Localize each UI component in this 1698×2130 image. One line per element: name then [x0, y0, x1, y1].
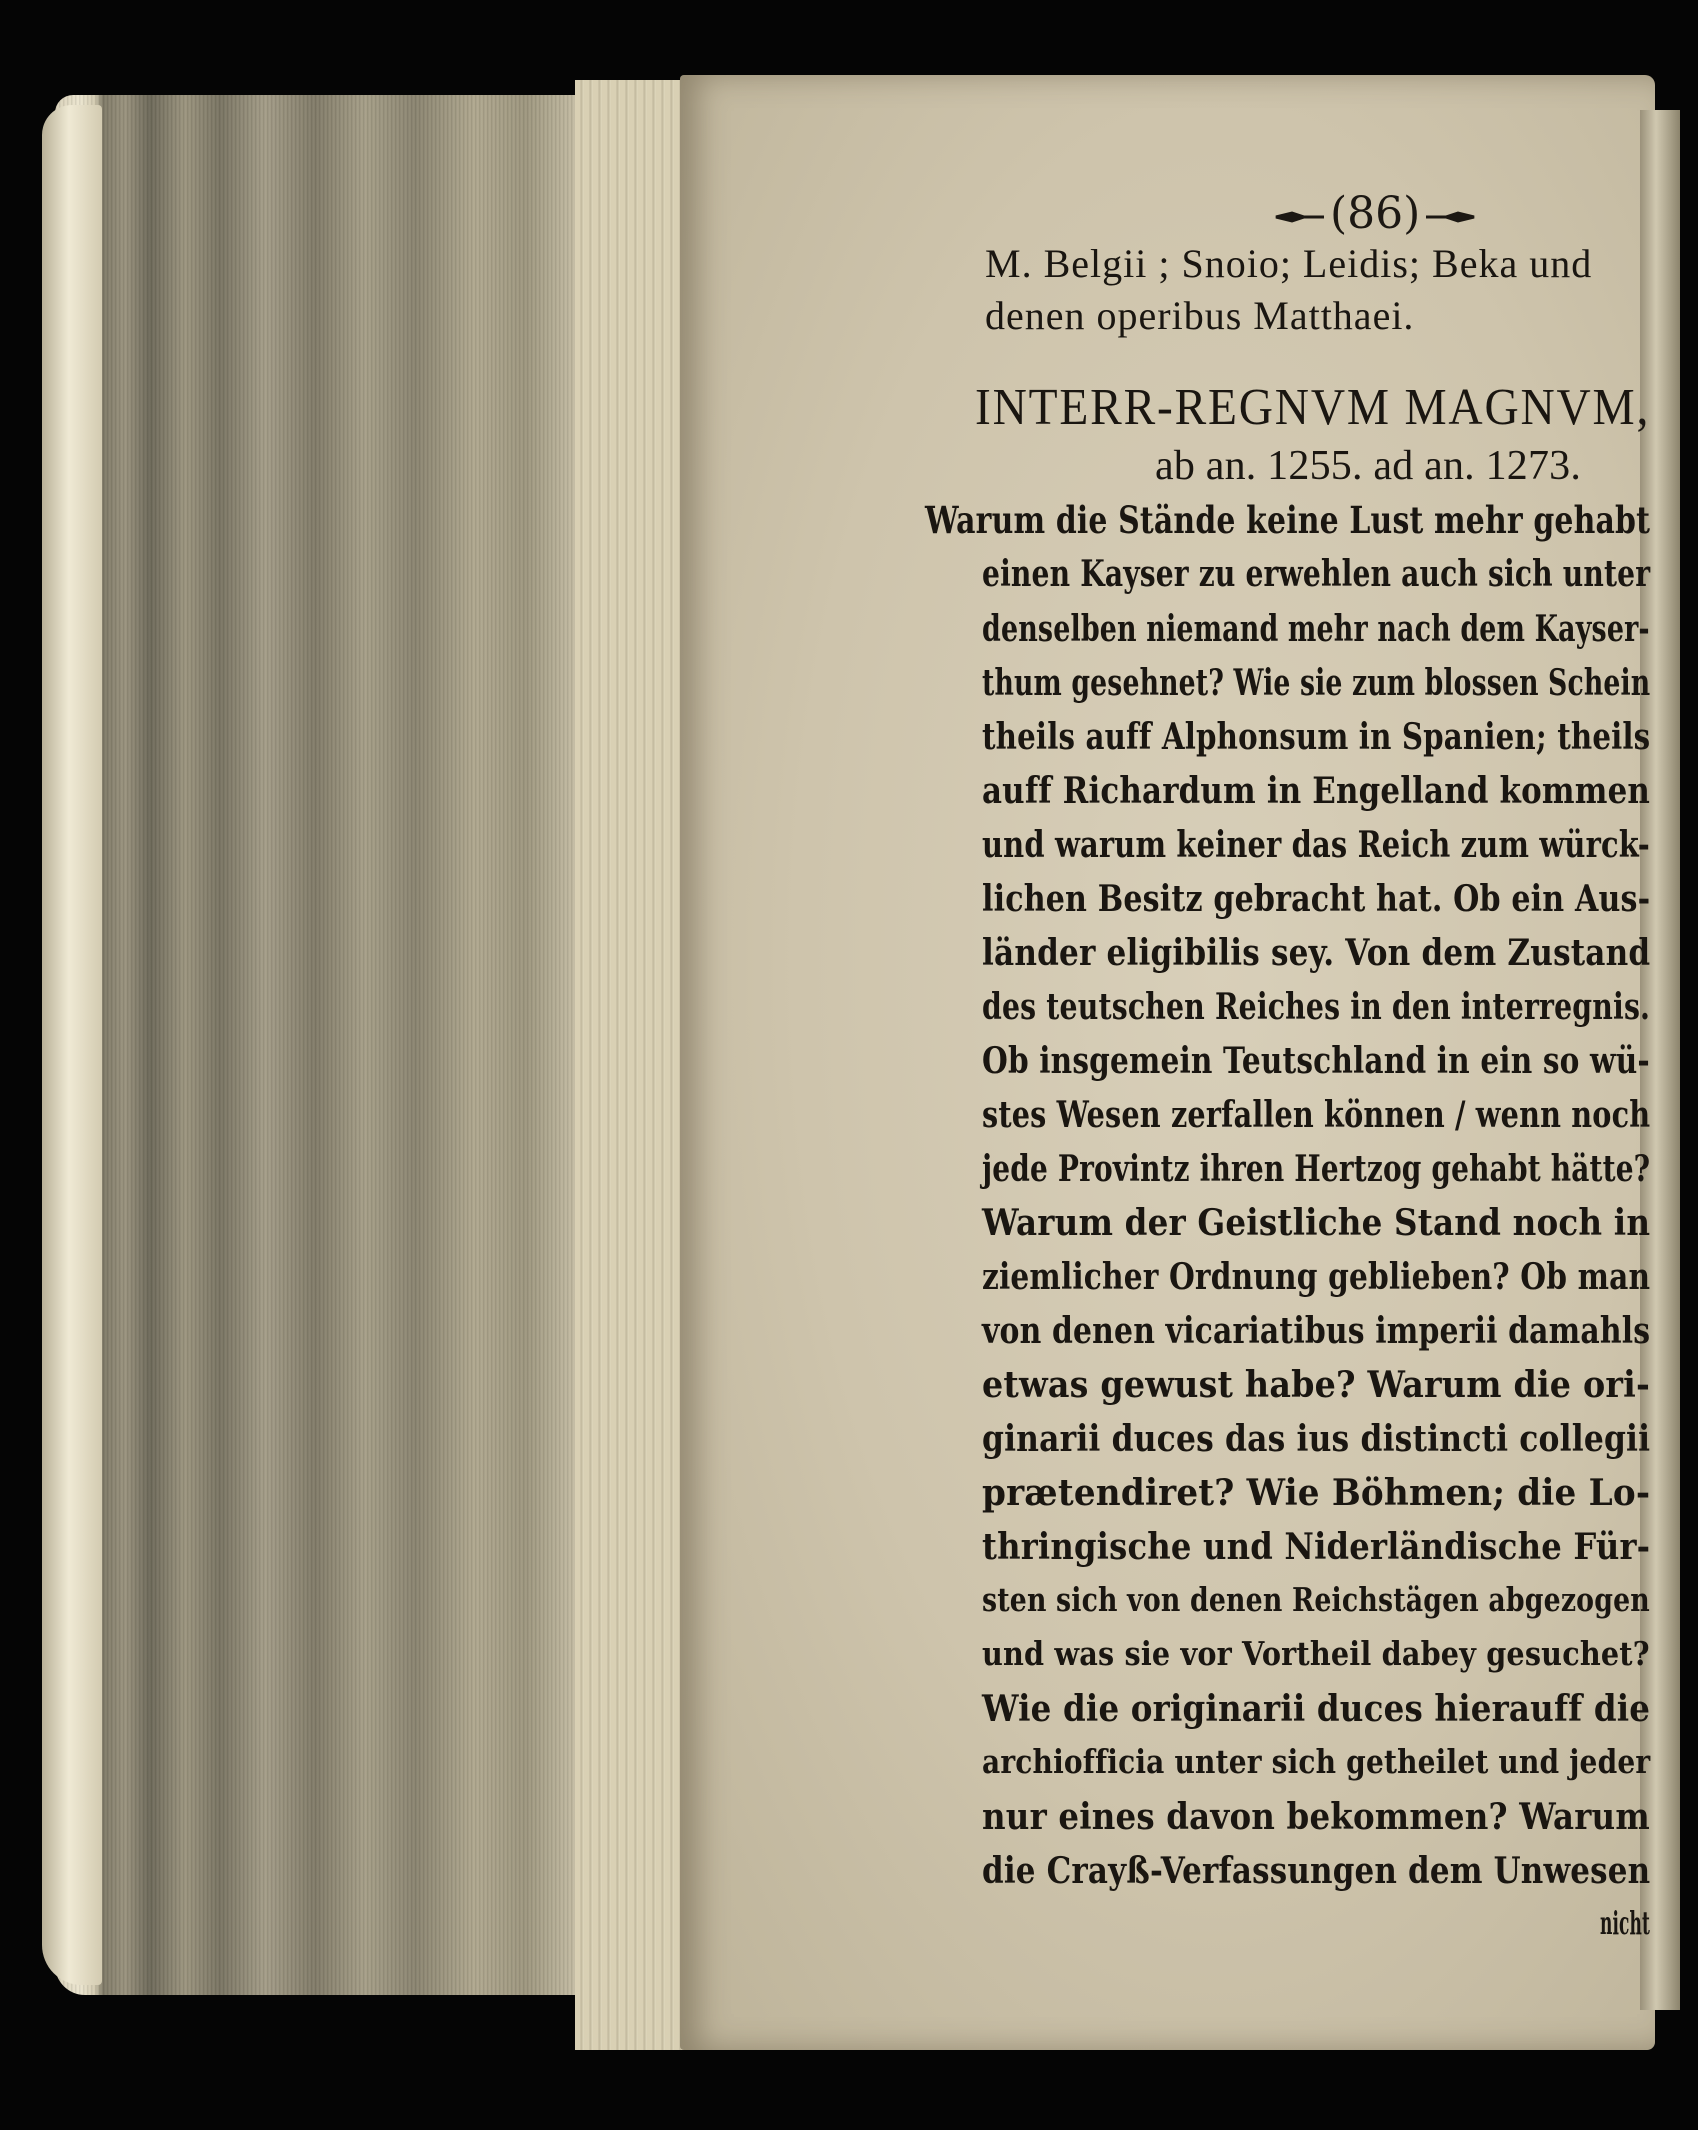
- page-number: [1270, 188, 1480, 239]
- left-ornament-icon: [1274, 210, 1326, 224]
- text-line-p3: denselben niemand mehr nach dem Kayser-: [982, 608, 1650, 650]
- text-line-p18: ginarii duces das ius distincti collegii: [982, 1418, 1651, 1460]
- right-ornament-icon: [1424, 210, 1476, 224]
- text-line-p17: etwas gewust habe? Warum die ori-: [982, 1364, 1651, 1406]
- text-line-p20: thringische und Niderländische Für-: [982, 1526, 1651, 1568]
- text-line-1: M. Belgii ; Snoio; Leidis; Beka und: [985, 241, 1593, 286]
- catchword: nicht: [1600, 1904, 1650, 1942]
- text-line-p4: thum gesehnet? Wie sie zum blossen Schein: [982, 662, 1651, 704]
- text-line-p16: von denen vicariatibus imperii damahls: [982, 1310, 1651, 1352]
- text-line-p9: länder eligibilis sey. Von dem Zustand: [982, 932, 1651, 974]
- text-line-p25: nur eines davon bekommen? Warum: [982, 1796, 1650, 1838]
- text-line-p21: sten sich von denen Reichstägen abgezogen: [982, 1580, 1650, 1619]
- text-line-p11: Ob insgemein Teutschland in ein so wü-: [982, 1040, 1650, 1082]
- text-line-p19: prætendiret? Wie Böhmen; die Lo-: [982, 1472, 1651, 1514]
- section-subheading: ab an. 1255. ad an. 1273.: [1155, 443, 1582, 489]
- text-line-p15: ziemlicher Ordnung geblieben? Ob man: [982, 1256, 1651, 1298]
- text-line-p24: archiofficia unter sich getheilet und jeder: [982, 1742, 1651, 1781]
- text-line-p7: und warum keiner das Reich zum würck-: [982, 824, 1650, 866]
- text-line-p2: einen Kayser zu erwehlen auch sich unter: [982, 553, 1651, 595]
- text-line-p1: Warum die Stände keine Lust mehr gehabt: [925, 498, 1651, 542]
- text-line-p13: jede Provintz ihren Hertzog gehabt hätte?: [982, 1148, 1651, 1190]
- page-number-text: (86): [1330, 188, 1421, 239]
- text-line-p12: stes Wesen zerfallen können / wenn noch: [982, 1094, 1651, 1136]
- text-line-p26: die Crayß-Verfassungen dem Unwesen: [982, 1850, 1651, 1892]
- text-line-2: denen operibus Matthaei.: [985, 293, 1415, 338]
- text-line-p8: lichen Besitz gebracht hat. Ob ein Aus-: [982, 878, 1651, 920]
- text-line-p10: des teutschen Reiches in den interregnis.: [982, 986, 1651, 1028]
- text-line-p6: auff Richardum in Engelland kommen: [982, 770, 1651, 812]
- text-line-p23: Wie die originarii duces hierauff die: [982, 1688, 1651, 1730]
- section-heading: INTERR-REGNVM MAGNVM,: [975, 379, 1651, 436]
- book-spine: [42, 105, 102, 1985]
- text-line-p22: und was sie vor Vortheil dabey gesuchet?: [982, 1634, 1650, 1673]
- text-line-p14: Warum der Geistliche Stand noch in: [982, 1202, 1651, 1244]
- page-stack: [575, 80, 685, 2050]
- text-line-p5: theils auff Alphonsum in Spanien; theils: [982, 716, 1651, 758]
